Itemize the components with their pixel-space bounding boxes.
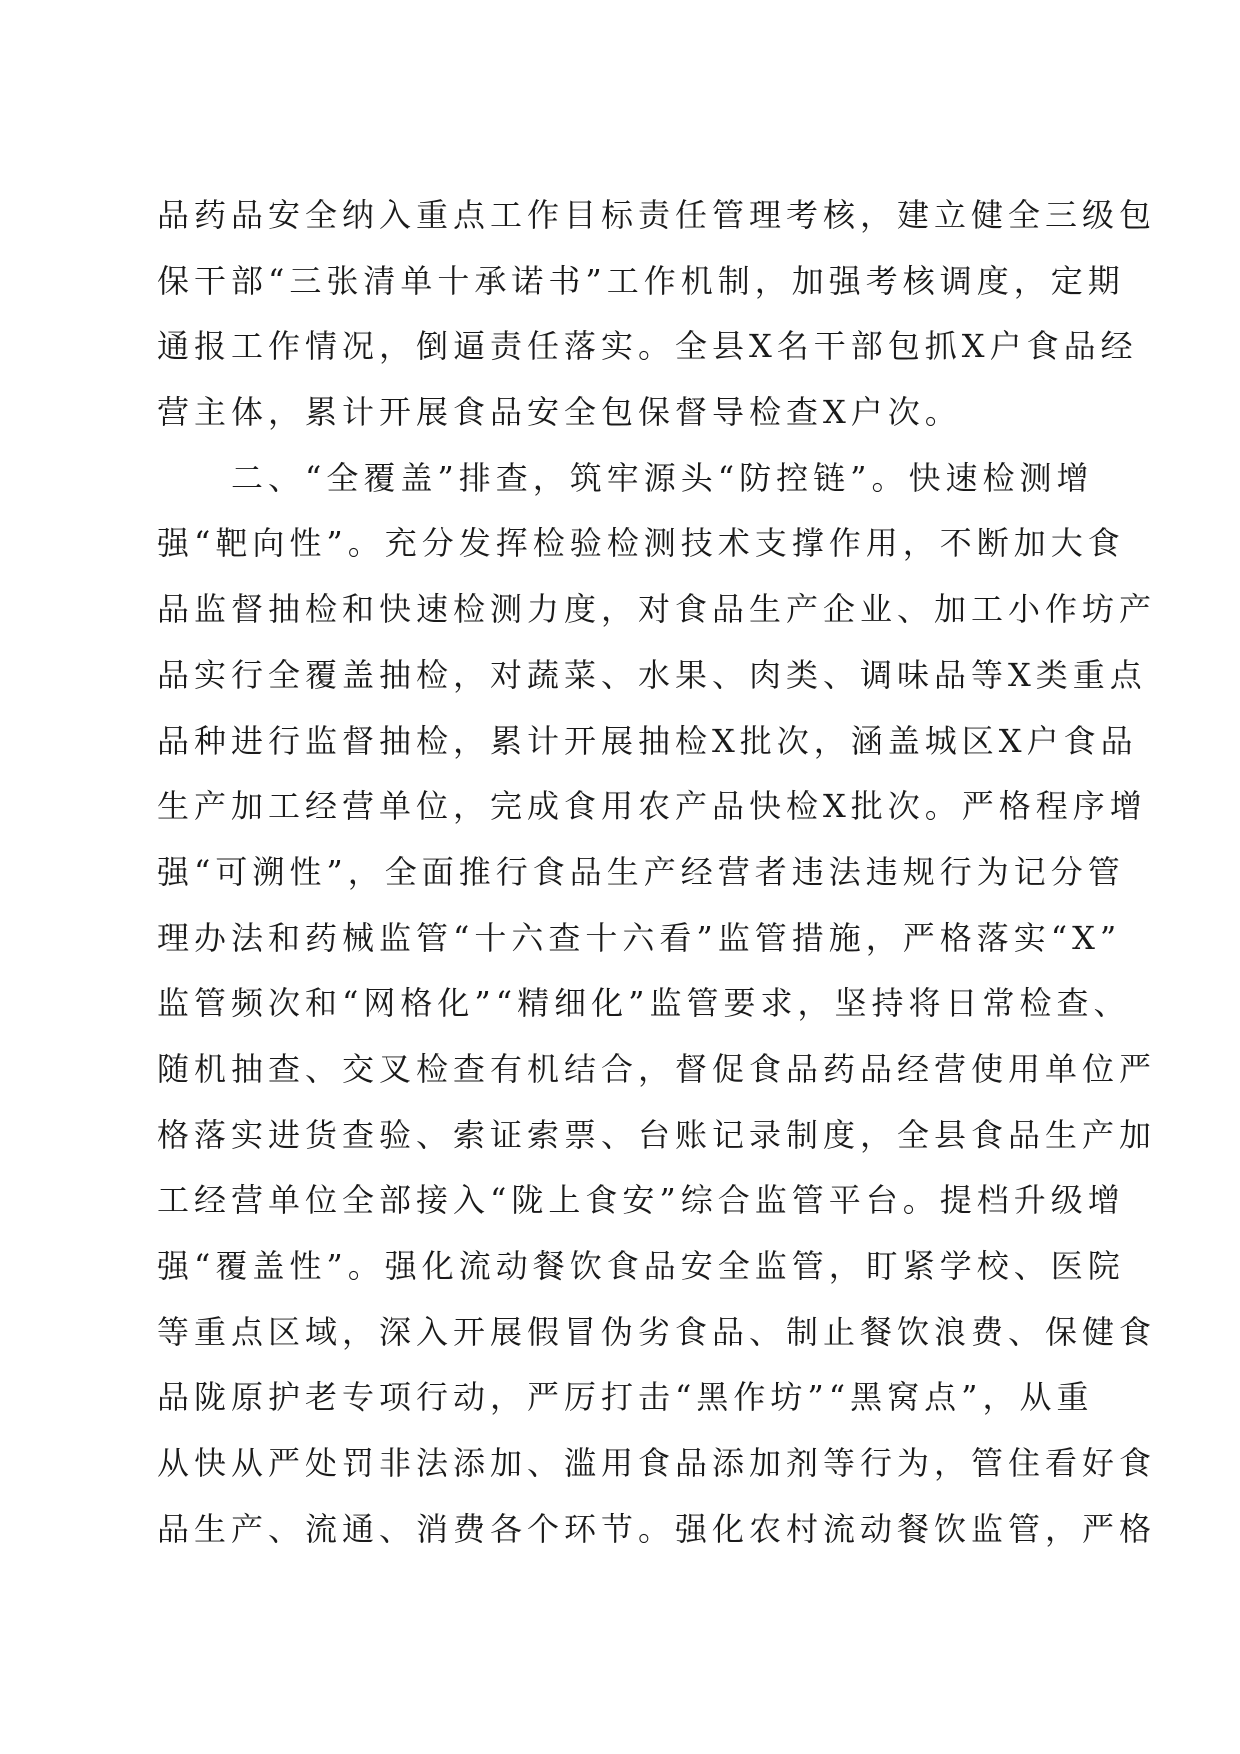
text-line: 品种进行监督抽检，累计开展抽检X批次，涵盖城区X户食品	[157, 721, 1138, 760]
text-line: 强“覆盖性”。强化流动餐饮食品安全监管，盯紧学校、医院	[157, 1247, 1125, 1285]
text-line: 保干部“三张清单十承诺书”工作机制，加强考核调度，定期	[157, 261, 1125, 300]
text-line: 品药品安全纳入重点工作目标责任管理考核，建立健全三级包	[157, 196, 1157, 234]
text-line: 格落实进货查验、索证索票、台账记录制度，全县食品生产加	[157, 1115, 1157, 1154]
text-line: 品实行全覆盖抽检，对蔬菜、水果、肉类、调味品等X类重点	[157, 655, 1147, 694]
text-line: 工经营单位全部接入“陇上食安”综合监管平台。提档升级增	[157, 1181, 1125, 1220]
paragraph-heading-line: 二、“全覆盖”排查，筑牢源头“防控链”。快速检测增	[157, 458, 1094, 497]
text-line: 随机抽查、交叉检查有机结合，督促食品药品经营使用单位严	[157, 1049, 1157, 1088]
body-text	[157, 183, 1157, 1562]
text-line: 品生产、流通、消费各个环节。强化农村流动餐饮监管，严格	[157, 1509, 1157, 1548]
text-line: 通报工作情况，倒逼责任落实。全县X名干部包抓X户食品经	[157, 327, 1138, 366]
text-line: 生产加工经营单位，完成食用农产品快检X批次。严格程序增	[157, 787, 1147, 826]
text-line: 强“可溯性”，全面推行食品生产经营者违法违规行为记分管	[157, 852, 1125, 891]
text-line: 品监督抽检和快速检测力度，对食品生产企业、加工小作坊产	[157, 590, 1157, 629]
text-line: 从快从严处罚非法添加、滥用食品添加剂等行为，管住看好食	[157, 1444, 1157, 1483]
text-line: 强“靶向性”。充分发挥检验检测技术支撑作用，不断加大食	[157, 524, 1125, 563]
text-line: 理办法和药械监管“十六查十六看”监管措施，严格落实“X”	[157, 918, 1122, 957]
text-line: 监管频次和“网格化”“精细化”监管要求，坚持将日常检查、	[157, 984, 1131, 1023]
text-line: 品陇原护老专项行动，严厉打击“黑作坊”“黑窝点”，从重	[157, 1378, 1094, 1417]
text-line: 营主体，累计开展食品安全包保督导检查X户次。	[157, 393, 962, 432]
text-line: 等重点区域，深入开展假冒伪劣食品、制止餐饮浪费、保健食	[157, 1312, 1157, 1351]
